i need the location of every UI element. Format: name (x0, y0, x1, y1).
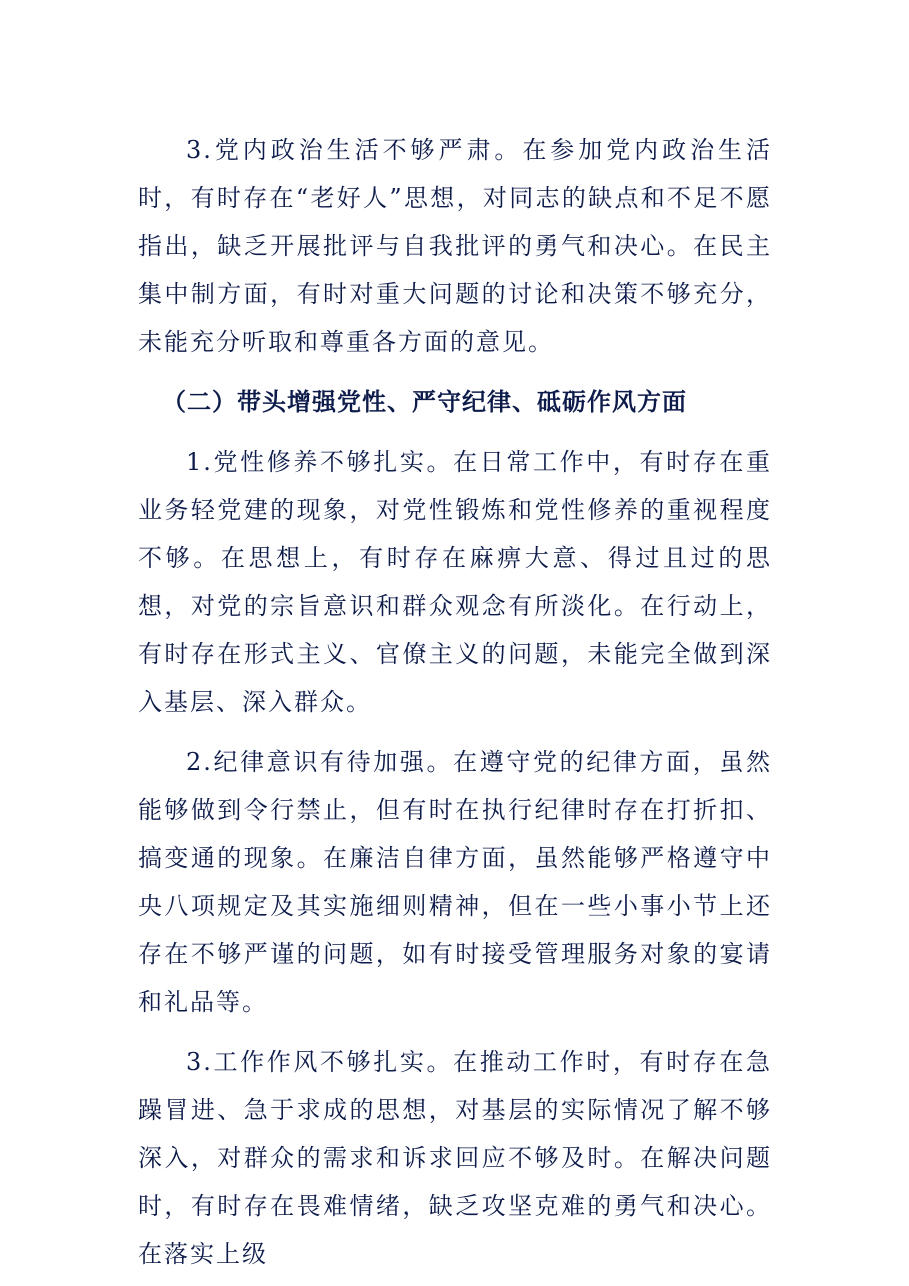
section-heading: （二）带头增强党性、严守纪律、砥砺作风方面 (162, 388, 687, 416)
document-body (138, 126, 772, 1278)
paragraph-party-life: 3.党内政治生活不够严肃。在参加党内政治生活时，有时存在“老好人”思想，对同志的缺点和不足不愿指出，缺乏开展批评与自我批评的勇气和决心。在民主集中制方面，有时对重大问题的讨论和决策不够充分，未能充分听取和尊重各方面的意见。 (138, 136, 772, 356)
paragraph-work-style: 3.工作作风不够扎实。在推动工作时，有时存在急躁冒进、急于求成的思想，对基层的实际情况了解不够深入，对群众的需求和诉求回应不够及时。在解决问题时，有时存在畏难情绪，缺乏攻坚克难的勇气和决心。在落实上级 (138, 1048, 772, 1268)
paragraph-discipline: 2.纪律意识有待加强。在遵守党的纪律方面，虽然能够做到令行禁止，但有时在执行纪律时存在打折扣、搞变通的现象。在廉洁自律方面，虽然能够严格遵守中央八项规定及其实施细则精神，但在一些小事小节上还存在不够严谨的问题，如有时接受管理服务对象的宴请和礼品等。 (138, 748, 772, 1016)
paragraph-party-spirit: 1.党性修养不够扎实。在日常工作中，有时存在重业务轻党建的现象，对党性锻炼和党性修养的重视程度不够。在思想上，有时存在麻痹大意、得过且过的思想，对党的宗旨意识和群众观念有所淡化。在行动上，有时存在形式主义、官僚主义的问题，未能完全做到深入基层、深入群众。 (138, 448, 772, 716)
